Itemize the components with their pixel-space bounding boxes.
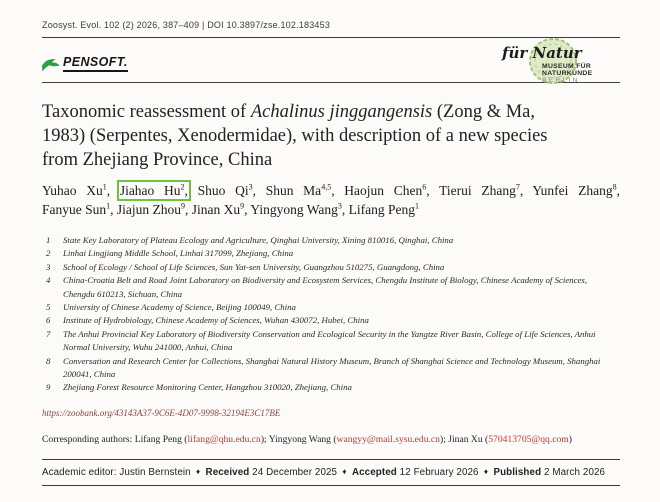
author-affiliation-sup: 1 (102, 182, 107, 192)
author-name: Lifang Peng$^1$ (348, 201, 420, 217)
affiliation-text: School of Ecology / School of Life Sciences, Sun Yat-sen University, Guangzhou 510275, Guangdong, China (63, 261, 445, 272)
museum-logo-line1: MUSEUM FÜR (542, 63, 592, 70)
author-affiliation-sup: 6 (422, 182, 427, 192)
affiliation-number: 2 (46, 248, 51, 259)
author-affiliation-sup: 9 (181, 201, 185, 210)
affiliation-item (46, 314, 620, 327)
affiliation-number: 3 (46, 261, 51, 272)
affiliation-text: University of Chinese Academy of Science, Beijing 100049, China (63, 302, 296, 313)
title-line (42, 148, 620, 172)
museum-logo-wordmark (542, 63, 592, 85)
corresponding-authors-line: Corresponding authors: Lifang Peng (lifang@qhu.edu.cn); Yingyong Wang (wangyy@mail.sysu.edu.cn); Jinan Xu (570413705@qq.com) (42, 433, 572, 445)
affiliation-number: 6 (46, 315, 51, 326)
author-affiliation-sup: 2 (180, 182, 185, 192)
museum-logo-line2: NATURKUNDE (542, 70, 593, 78)
academic-editor-text: Academic editor: Justin Bernstein (42, 466, 191, 478)
author-affiliation-sup: 8 (612, 182, 617, 192)
affiliation-text: China-Croatia Belt and Road Joint Laboratory on Biodiversity and Ecosystem Services, Chengdu Institute of Biology, Chinese Academy of Sciences, Chengdu 610213, Sichuan, China (63, 275, 588, 299)
museum-fur-naturkunde-logo (502, 39, 620, 85)
species-name: Achalinus jinggangensis (250, 102, 433, 122)
affiliation-item (46, 261, 620, 274)
pensoft-logo-text: PENSOFT. (63, 56, 128, 72)
affiliation-number: 8 (46, 355, 51, 366)
author-name: Jiajun Zhou$^9$, (116, 201, 189, 217)
author-name: Shuo Qi$^3$, (197, 182, 256, 198)
author-line (42, 201, 620, 220)
affiliation-text: The Anhui Provincial Key Laboratory of Biodiversity Conservation and Ecological Security in the Yangtze River Basin, College of Life Sciences, Anhui Normal University, Wuhu 241000, Anhui, China (63, 328, 596, 353)
diamond-separator-icon: ♦ (340, 466, 349, 476)
affiliation-number: 4 (46, 275, 51, 286)
title-line (42, 124, 620, 148)
affiliation-number: 1 (46, 235, 51, 245)
author-affiliation-sup: 4,5 (321, 182, 332, 192)
author-name: Shun Ma$^{4,5}$, (265, 182, 335, 198)
affiliation-text: Conversation and Research Center for Collections, Shanghai Natural History Museum, Branch of Shanghai Science and Technology Museum, Shanghai 200041, China (63, 355, 601, 380)
author-name: Fanyue Sun$^1$, (42, 201, 114, 217)
email-link[interactable]: wangyy@mail.sysu.edu.cn (336, 433, 440, 445)
editor-dates-line: Academic editor: Justin Bernstein ♦ Received 24 December 2025 ♦ Accepted 12 February 2026 ♦ Published 2 March 2026 (42, 466, 606, 478)
affiliation-text: Zhejiang Forest Resource Monitoring Center, Hangzhou 310020, Zhejiang, China (63, 382, 352, 393)
title-text: Taxonomic reassessment of (42, 102, 251, 122)
date-label: Accepted (351, 466, 397, 478)
date-label: Received (205, 466, 250, 478)
title-text: (Zong & Ma, (432, 102, 536, 122)
affiliation-item (46, 381, 620, 394)
author-affiliation-sup: 9 (240, 201, 245, 210)
author-name: Haojun Chen$^6$, (344, 182, 430, 198)
author-affiliation-sup: 7 (515, 182, 520, 192)
footer-divider-bottom (42, 485, 620, 486)
logo-row (42, 40, 620, 85)
email-link[interactable]: 570413705@qq.com (488, 433, 569, 445)
author-affiliation-sup: 1 (106, 201, 111, 210)
date-label: Published (493, 466, 542, 478)
affiliation-text: Linhai Lingjiang Middle School, Linhai 317099, Zhejiang, China (63, 248, 294, 259)
author-affiliation-sup: 3 (248, 182, 253, 192)
affiliation-item (46, 274, 620, 301)
author-name: Yunfei Zhang$^8$, (532, 182, 620, 198)
pensoft-logo (42, 56, 128, 72)
title-text: 1983) (Serpentes, Xenodermidae), with description of a new species (42, 126, 548, 146)
pensoft-leaf-icon (42, 58, 60, 72)
affiliation-item (46, 328, 620, 355)
journal-citation-line: Zoosyst. Evol. 102 (2) 2026, 387–409 | DOI 10.3897/zse.102.183453 (42, 20, 331, 30)
affiliation-number: 9 (46, 382, 51, 393)
museum-logo-script-text: für Natur (502, 44, 582, 62)
affiliation-text: Institute of Hydrobiology, Chinese Academy of Sciences, Wuhan 430072, Hubei, China (63, 315, 369, 326)
article-title (42, 100, 620, 172)
author-name: Tierui Zhang$^7$, (439, 182, 524, 198)
title-text: from Zhejiang Province, China (42, 150, 273, 170)
email-link[interactable]: lifang@qhu.edu.cn (187, 433, 261, 445)
affiliation-text: State Key Laboratory of Plateau Ecology and Agriculture, Qinghai University, Xining 810016, Qinghai, China (63, 235, 454, 245)
author-affiliation-sup: 3 (337, 201, 342, 210)
affiliation-list (46, 234, 620, 395)
author-affiliation-sup: 1 (415, 201, 420, 210)
affiliation-number: 7 (46, 328, 51, 339)
author-line (42, 182, 620, 201)
affiliation-item (46, 247, 620, 260)
author-name: Jinan Xu$^9$, (191, 201, 248, 217)
title-line (42, 100, 620, 124)
affiliation-item (46, 234, 620, 247)
affiliation-item (46, 301, 620, 314)
highlighted-author: Jiahao Hu$^2$, (119, 182, 188, 198)
affiliation-number: 5 (46, 302, 51, 313)
museum-logo-line3: BERLIN (542, 77, 580, 85)
diamond-separator-icon: ♦ (193, 466, 203, 476)
diamond-separator-icon: ♦ (481, 466, 491, 476)
affiliation-item (46, 355, 620, 382)
author-name: Yingyong Wang$^3$, (250, 201, 346, 217)
zoobank-link[interactable]: https://zoobank.org/43143A37-9C6E-4D07-9998-32194E3C17BE (42, 407, 281, 418)
author-name: Yuhao Xu$^1$, (42, 182, 111, 198)
author-list (42, 182, 620, 219)
